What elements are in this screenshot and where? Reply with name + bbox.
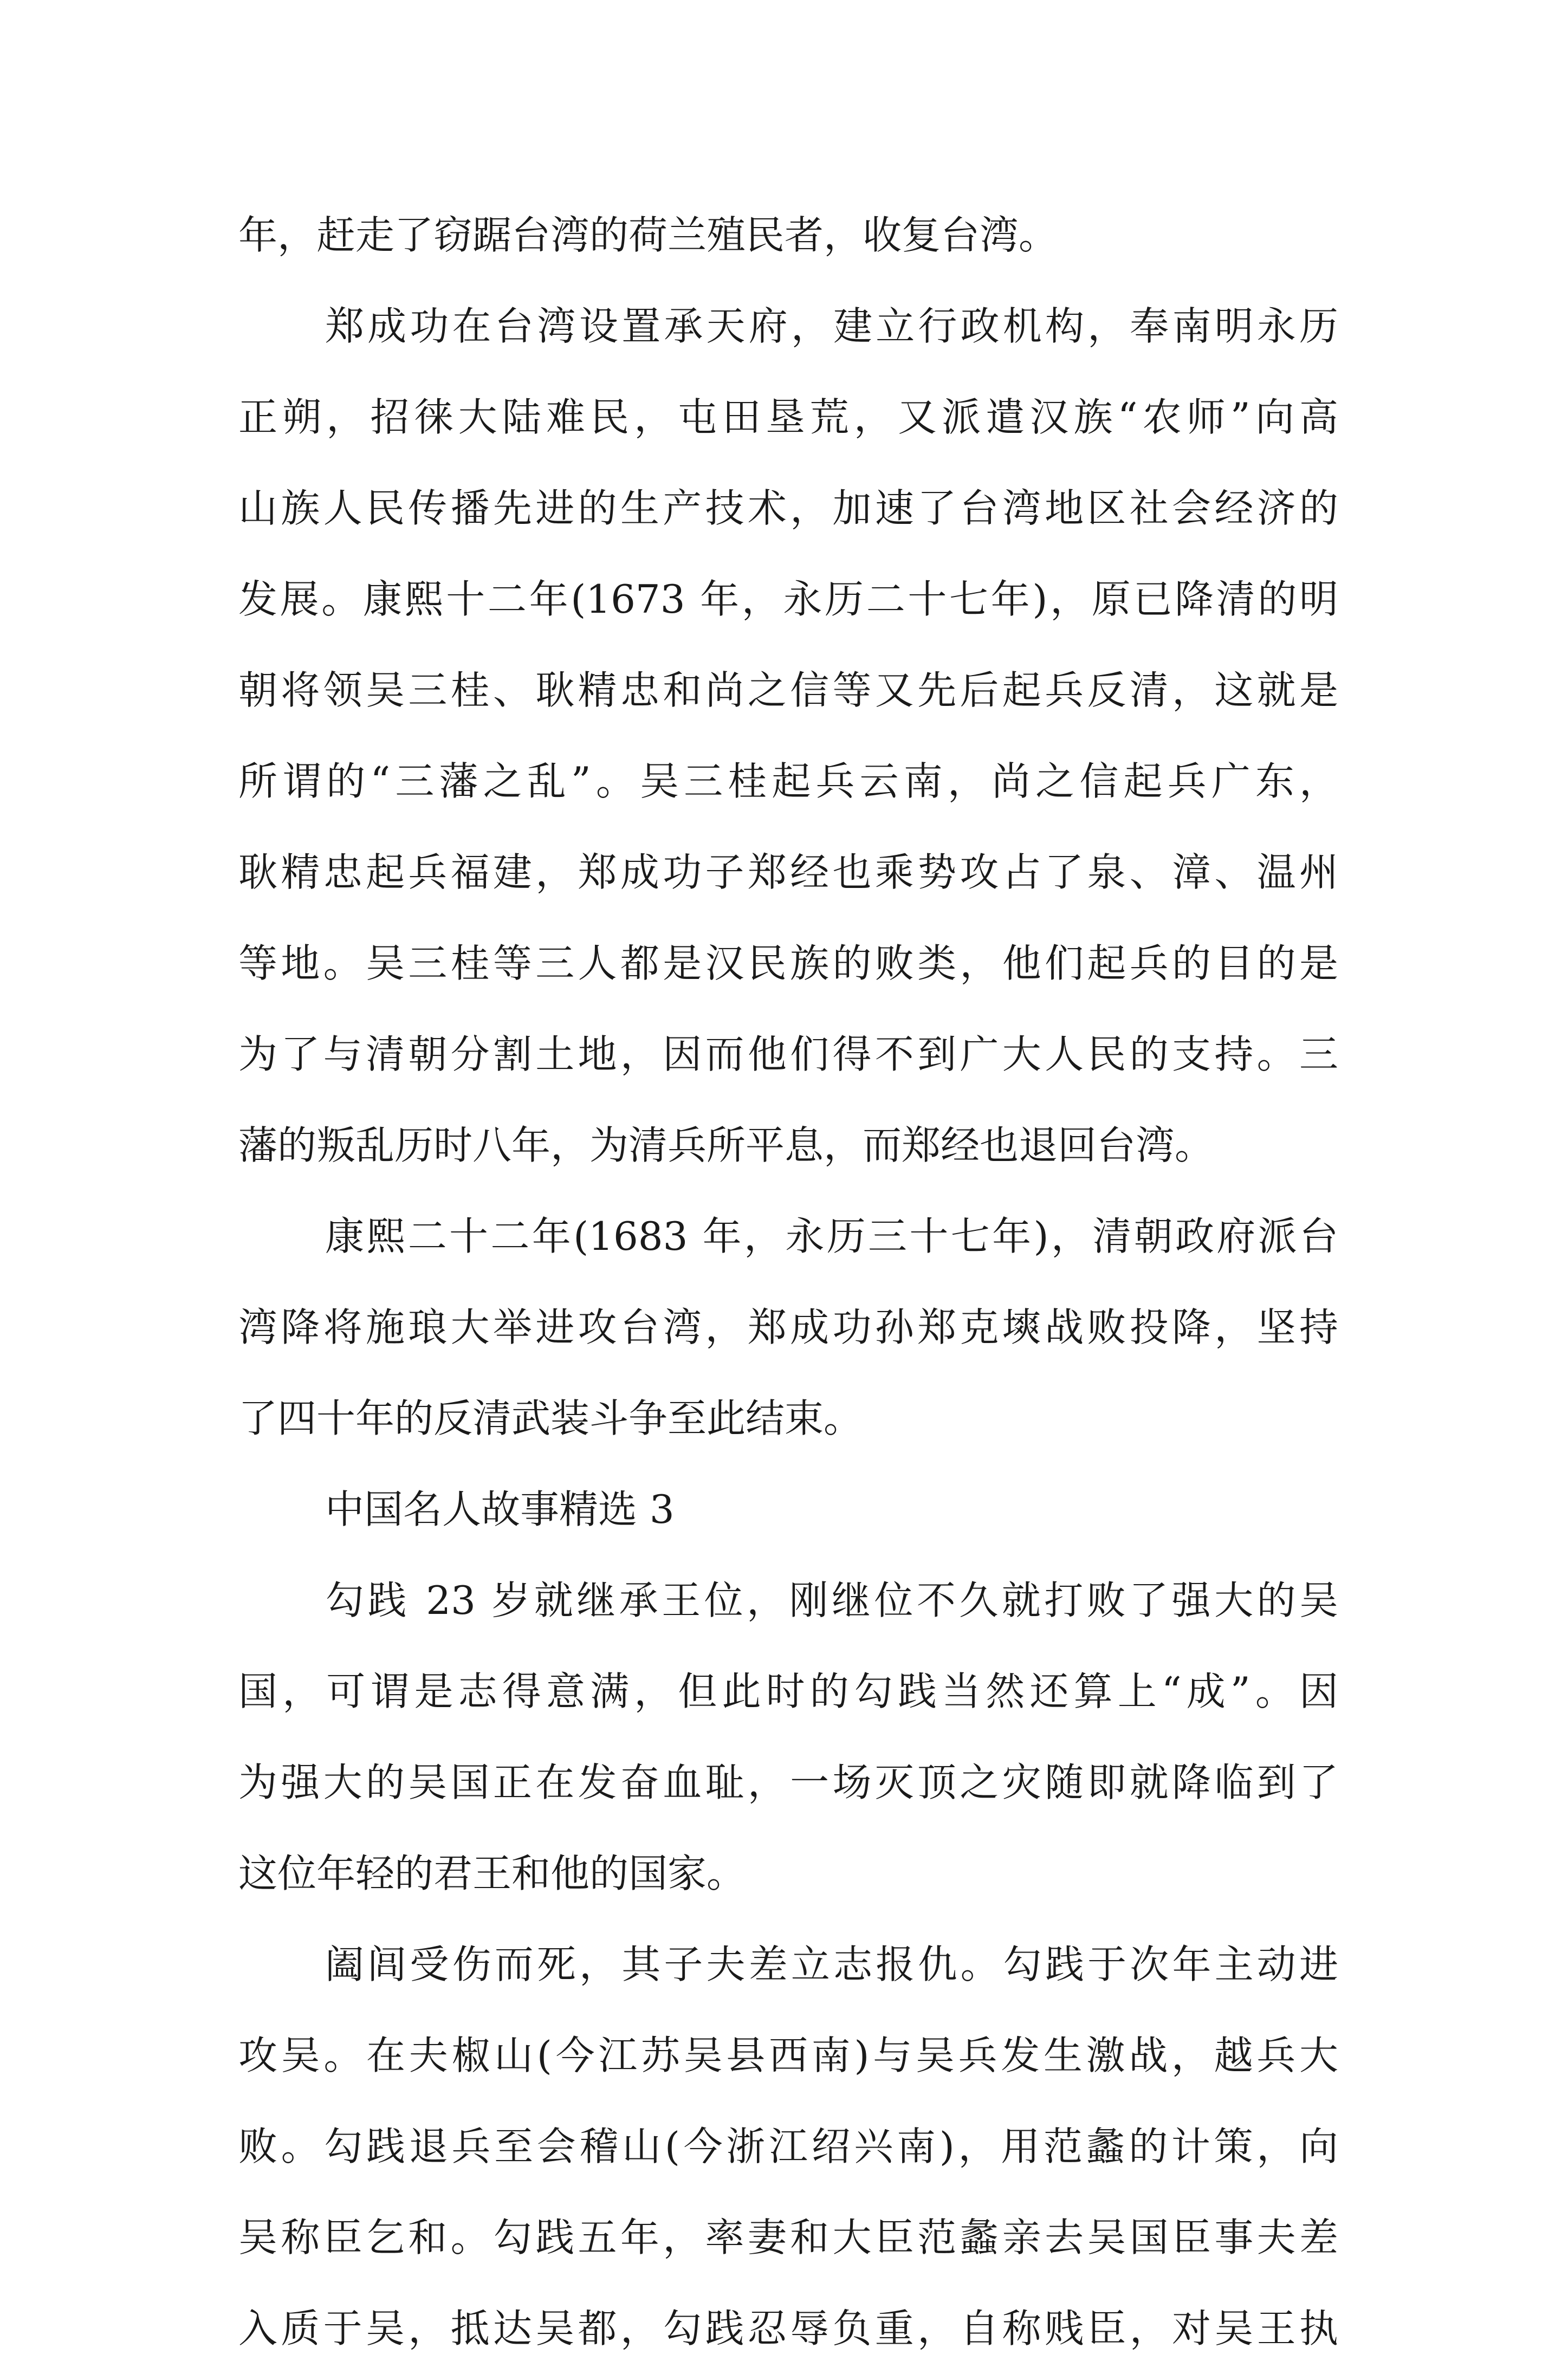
text-line: 吴称臣乞和。勾践五年，率妻和大臣范蠡亲去吴国臣事夫差: [238, 2215, 1338, 2260]
text-line: 为强大的吴国正在发奋血耻，一场灭顶之灾随即就降临到了: [238, 1760, 1338, 1805]
text-line: 郑成功在台湾设置承天府，建立行政机构，奉南明永历: [325, 303, 1338, 349]
text-line: 国，可谓是志得意满，但此时的勾践当然还算上“成”。因: [238, 1669, 1338, 1714]
text-line: 阖闾受伤而死，其子夫差立志报仇。勾践于次年主动进: [325, 1942, 1338, 1987]
paragraph: [238, 1555, 1338, 1919]
text-line: 等地。吴三桂等三人都是汉民族的败类，他们起兵的目的是: [238, 940, 1338, 986]
text-line: 藩的叛乱历时八年，为清兵所平息，而郑经也退回台湾。: [238, 1123, 1214, 1168]
heading-text: 中国名人故事精选 3: [325, 1487, 675, 1532]
text-line: 攻吴。在夫椒山(今江苏吴县西南)与吴兵发生激战，越兵大: [238, 2033, 1338, 2078]
text-line: 年，赶走了窃踞台湾的荷兰殖民者，收复台湾。: [238, 212, 1058, 258]
text-line: 康熙二十二年(1683 年，永历三十七年)，清朝政府派台: [325, 1214, 1338, 1259]
text-line: 正朔，招徕大陆难民，屯田垦荒，又派遣汉族“农师”向高: [238, 394, 1338, 440]
text-line: 耿精忠起兵福建，郑成功子郑经也乘势攻占了泉、漳、温州: [238, 849, 1338, 895]
text-line: 勾践 23 岁就继承王位，刚继位不久就打败了强大的吴: [325, 1578, 1338, 1623]
section-heading: [238, 1464, 1338, 1555]
paragraph: [238, 281, 1338, 1191]
text-line: 所谓的“三藩之乱”。吴三桂起兵云南，尚之信起兵广东，: [238, 758, 1338, 804]
text-line: 山族人民传播先进的生产技术，加速了台湾地区社会经济的: [238, 485, 1338, 531]
paragraph: [238, 190, 1338, 281]
text-line: 这位年轻的君王和他的国家。: [238, 1851, 746, 1896]
document-page: [238, 190, 1338, 2374]
text-line: 朝将领吴三桂、耿精忠和尚之信等又先后起兵反清，这就是: [238, 667, 1338, 713]
paragraph: [238, 1919, 1338, 2374]
paragraph: [238, 1191, 1338, 1464]
text-line: 败。勾践退兵至会稽山(今浙江绍兴南)，用范蠡的计策，向: [238, 2124, 1338, 2169]
text-line: 发展。康熙十二年(1673 年，永历二十七年)，原已降清的明: [238, 576, 1338, 622]
text-line: 为了与清朝分割土地，因而他们得不到广大人民的支持。三: [238, 1032, 1338, 1077]
text-line: 了四十年的反清武装斗争至此结束。: [238, 1396, 863, 1441]
text-line: 入质于吴，抵达吴都，勾践忍辱负重，自称贱臣，对吴王执: [238, 2306, 1338, 2351]
text-line: 湾降将施琅大举进攻台湾，郑成功孙郑克塽战败投降，坚持: [238, 1305, 1338, 1350]
